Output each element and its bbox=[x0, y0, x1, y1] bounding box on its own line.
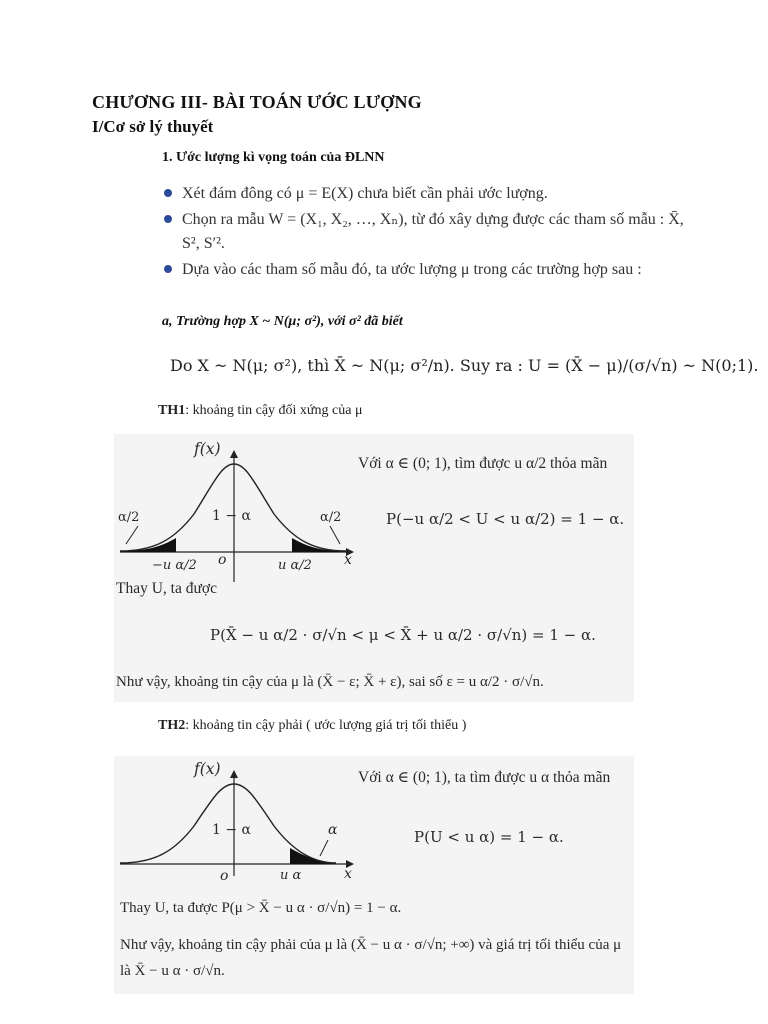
th2-text2: Thay U, ta được P(μ > X̄ − u α · σ/√n) = 1 − α. bbox=[120, 900, 402, 916]
bullet-item bbox=[160, 258, 690, 282]
th1-tick-right: u α/2 bbox=[278, 558, 312, 573]
th2-label bbox=[158, 718, 466, 734]
th2-x-axis-label: x bbox=[344, 866, 352, 882]
bullet-item bbox=[160, 182, 690, 206]
chapter-title: CHƯƠNG III- BÀI TOÁN ƯỚC LƯỢNG bbox=[92, 92, 422, 112]
th1-formula1: P(−u α/2 < U < u α/2) = 1 − α. bbox=[386, 510, 625, 528]
th2-center-label: 1 − α bbox=[212, 822, 251, 838]
th1-center-label: 1 − α bbox=[212, 508, 251, 524]
th2-tick-right: u α bbox=[280, 868, 302, 883]
section-title: I/Cơ sở lý thuyết bbox=[92, 117, 214, 136]
th1-panel bbox=[114, 434, 634, 702]
th2-text1: Với α ∈ (0; 1), ta tìm được u α thỏa mãn bbox=[358, 769, 611, 786]
bullet-item bbox=[160, 208, 690, 256]
th2-fx-label: f(x) bbox=[194, 760, 221, 778]
th2-text3: Như vậy, khoảng tin cậy phải của μ là (X̄ − u α · σ/√n; +∞) và giá trị tối thiểu của μ là X̄ − u α · σ/√n. bbox=[120, 937, 622, 979]
subsection-title: 1. Ước lượng kì vọng toán của ĐLNN bbox=[162, 150, 385, 165]
th1-left-tail-label: α/2 bbox=[118, 510, 140, 525]
bullet-dot-icon bbox=[164, 265, 172, 273]
th1-tick-left: −u α/2 bbox=[152, 558, 197, 573]
th1-label-rest: : khoảng tin cậy đối xứng của μ bbox=[185, 403, 363, 418]
th1-x-axis-label: x bbox=[344, 552, 352, 568]
th2-tick-zero: o bbox=[220, 868, 229, 884]
th1-right-tail-label: α/2 bbox=[320, 510, 342, 525]
th2-right-tail-label: α bbox=[328, 822, 338, 838]
th1-text1: Với α ∈ (0; 1), tìm được u α/2 thỏa mãn bbox=[358, 455, 608, 472]
bullet-dot-icon bbox=[164, 189, 172, 197]
th2-formula1: P(U < u α) = 1 − α. bbox=[414, 828, 564, 846]
th2-label-rest: : khoảng tin cậy phải ( ước lượng giá trị tối thiểu ) bbox=[185, 718, 467, 733]
y-axis-arrow-icon bbox=[230, 770, 238, 778]
bullet-list bbox=[160, 182, 690, 284]
right-tail-pointer bbox=[320, 840, 328, 856]
th1-formula2: P(X̄ − u α/2 · σ/√n < μ < X̄ + u α/2 · σ/√n) = 1 − α. bbox=[210, 626, 596, 644]
th1-label bbox=[158, 403, 362, 419]
th1-fx-label: f(x) bbox=[194, 440, 221, 458]
case-a-heading: a, Trường hợp X ~ N(μ; σ²), với σ² đã biết bbox=[162, 314, 403, 329]
th1-text3: Như vậy, khoảng tin cậy của μ là (X̄ − ε; X̄ + ε), sai số ε = u α/2 · σ/√n. bbox=[116, 674, 544, 690]
right-tail-pointer bbox=[330, 526, 340, 544]
bullet-dot-icon bbox=[164, 215, 172, 223]
right-tail-fill bbox=[290, 848, 336, 864]
th1-tick-zero: o bbox=[218, 552, 227, 568]
th2-label-bold: TH2 bbox=[158, 718, 186, 733]
bullet-text: Chọn ra mẫu W = (X₁, X₂, …, Xₙ), từ đó xây dựng được các tham số mẫu : X̄, S², S′². bbox=[182, 211, 684, 252]
y-axis-arrow-icon bbox=[230, 450, 238, 458]
left-tail-pointer bbox=[126, 526, 138, 544]
th1-label-bold: TH1 bbox=[158, 403, 186, 418]
th2-normal-curve-graph bbox=[114, 756, 354, 886]
th2-panel bbox=[114, 756, 634, 994]
bullet-text: Xét đám đông có μ = E(X) chưa biết cần phải ước lượng. bbox=[182, 185, 548, 202]
th1-text2: Thay U, ta được bbox=[116, 580, 217, 597]
case-a-formula: Do X ~ N(μ; σ²), thì X̄ ~ N(μ; σ²/n). Suy ra : U = (X̄ − μ)/(σ/√n) ~ N(0;1). bbox=[170, 356, 759, 375]
bullet-text: Dựa vào các tham số mẫu đó, ta ước lượng μ trong các trường hợp sau : bbox=[182, 261, 642, 278]
